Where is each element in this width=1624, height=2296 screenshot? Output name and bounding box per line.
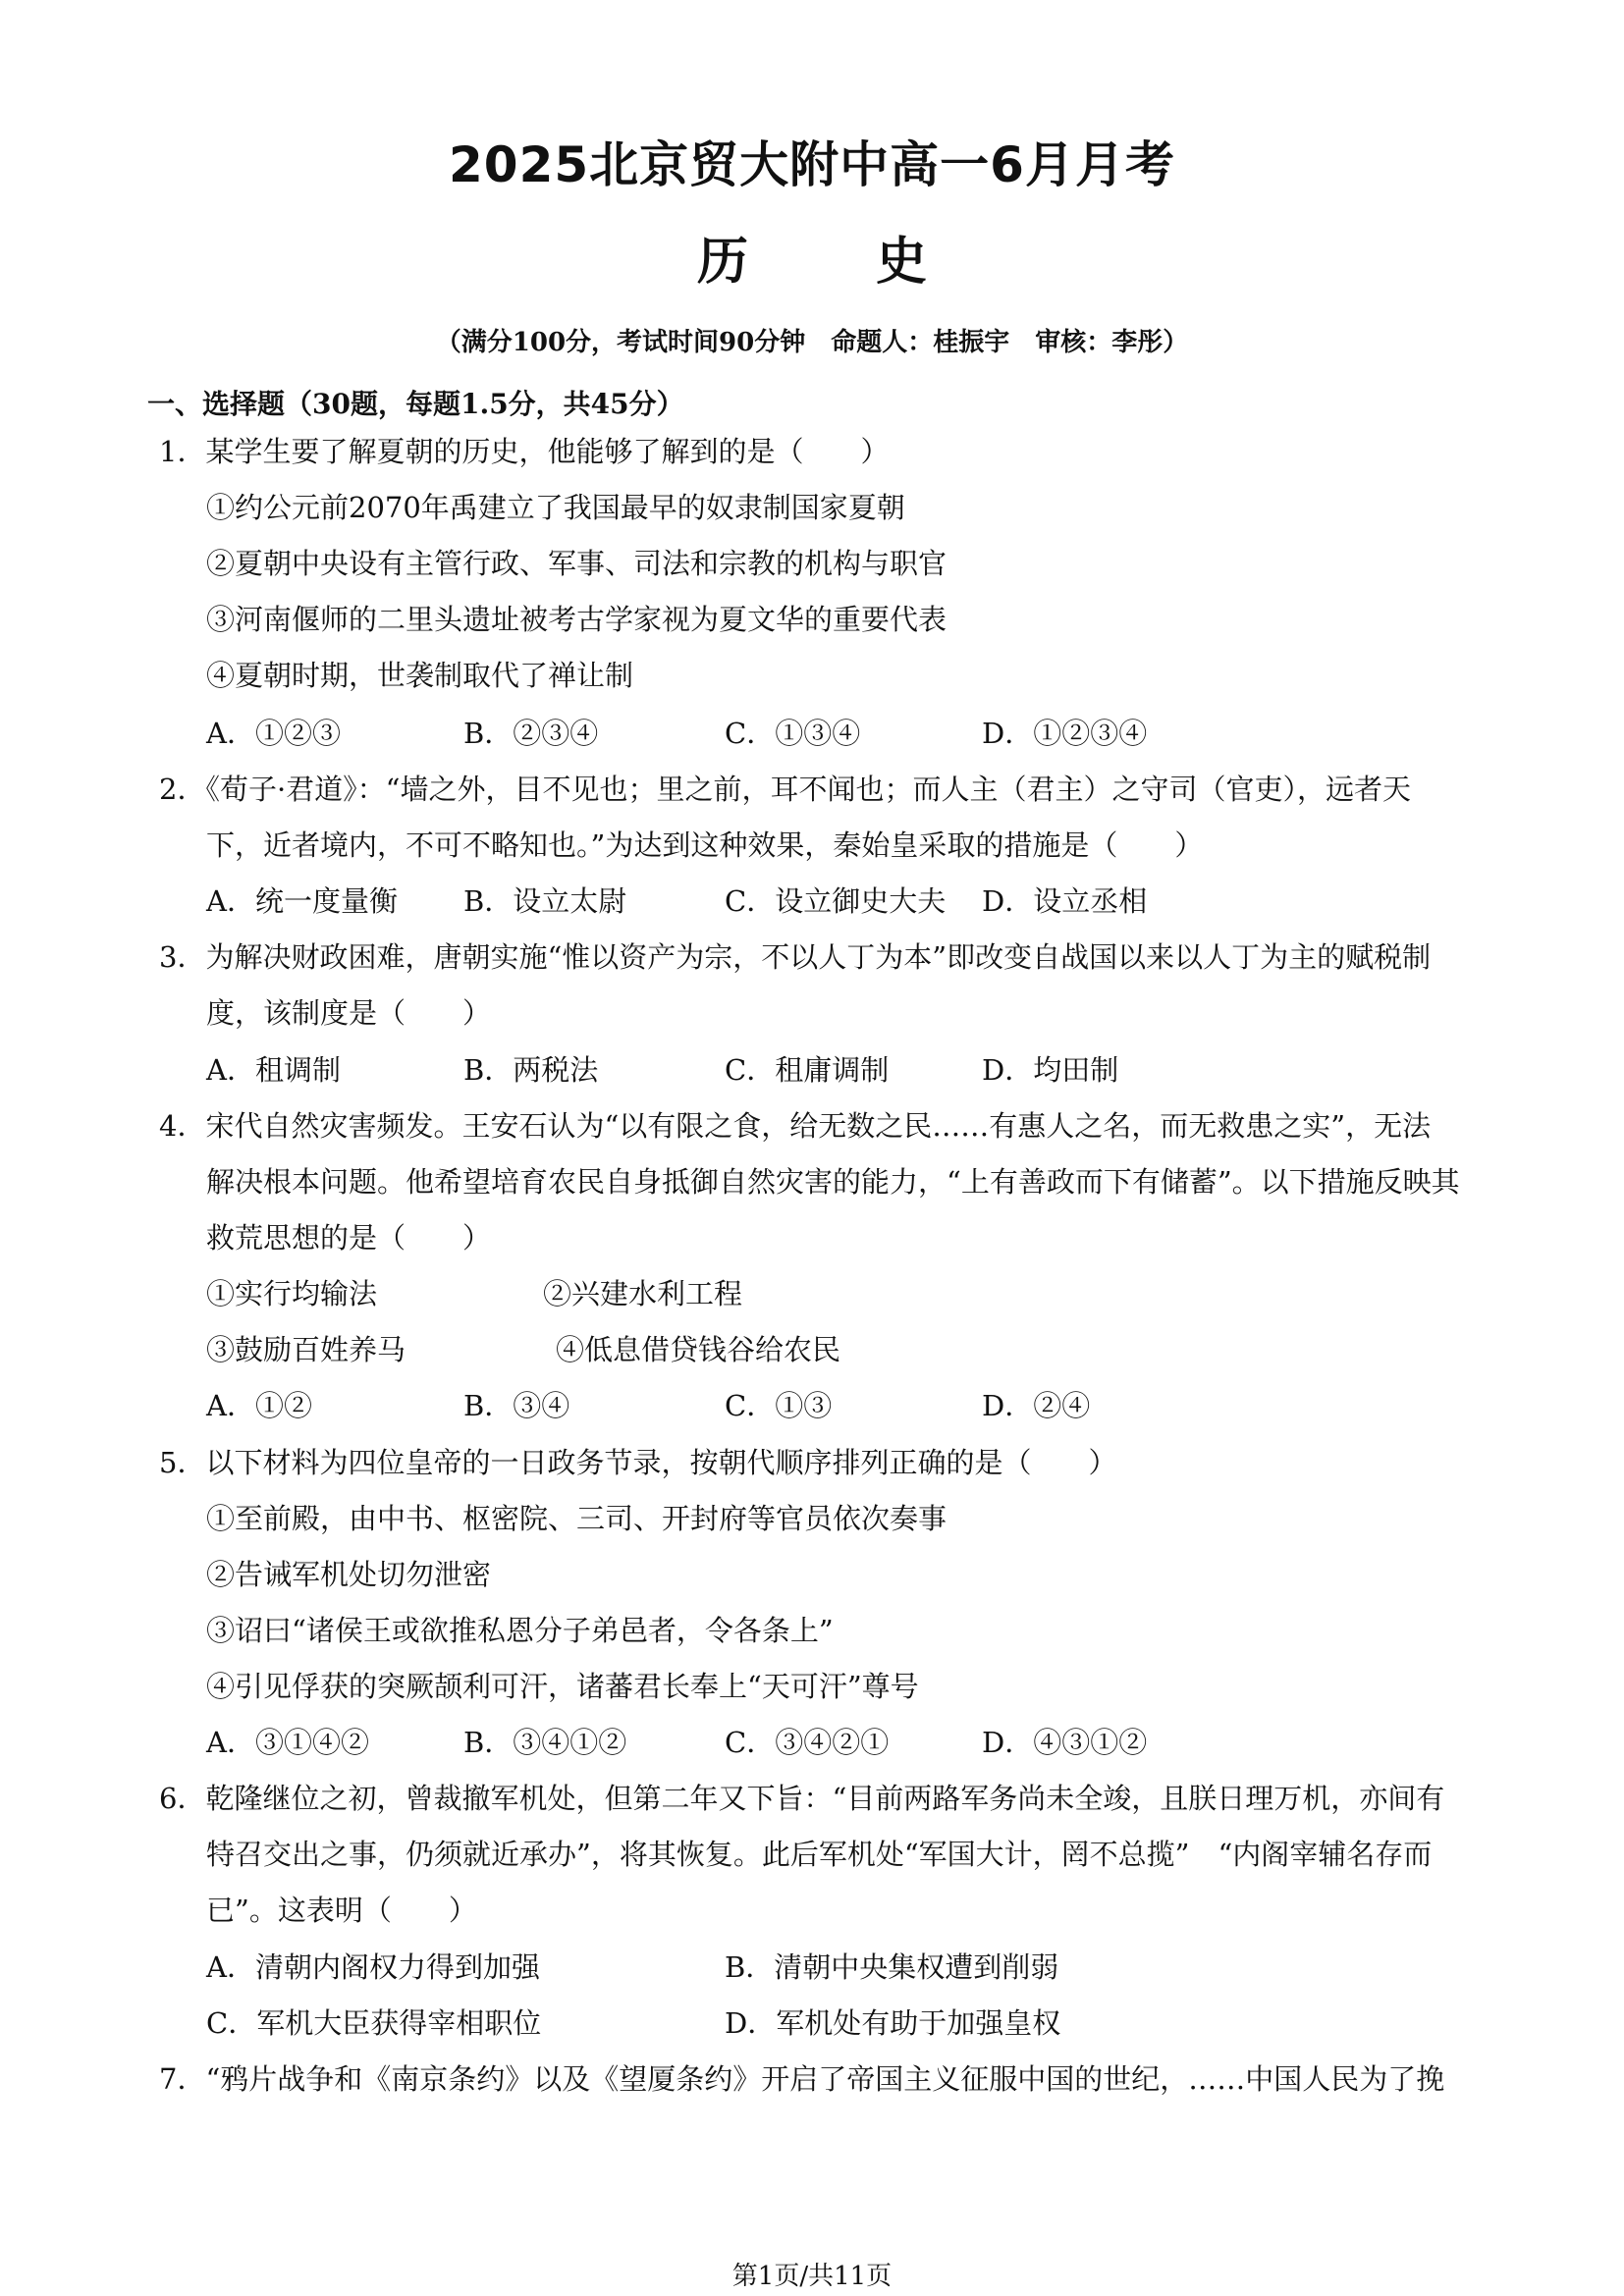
question-1-option-b[interactable]: B．②③④	[463, 717, 599, 750]
question-2-option-d[interactable]: D．设立丞相	[982, 884, 1148, 918]
question-2-stem-line-1: 2．《荀子·君道》：“墙之外，目不见也；里之前，耳不闻也；而人主（君主）之守司（官吏），远者天	[159, 773, 1411, 806]
question-1-stem: 1．某学生要了解夏朝的历史，他能够了解到的是（ ）	[159, 435, 890, 468]
question-6-stem-line-3: 已”。这表明（ ）	[206, 1894, 477, 1927]
question-1-option-c[interactable]: C．①③④	[725, 717, 861, 750]
question-3-option-c[interactable]: C．租庸调制	[725, 1053, 890, 1087]
question-4-statement-1: ①实行均输法	[206, 1277, 378, 1310]
question-5-statement-2: ②告诫军机处切勿泄密	[206, 1558, 492, 1591]
page-number: 第1页/共11页	[731, 2262, 893, 2291]
question-5-option-d[interactable]: D．④③①②	[982, 1726, 1148, 1759]
question-6-stem-line-2: 特召交出之事，仍须就近承办”，将其恢复。此后军机处“军国大计，罔不总揽” “内阁宰辅名存而	[206, 1838, 1433, 1871]
question-7-stem-line-1: 7．“鸦片战争和《南京条约》以及《望厦条约》开启了帝国主义征服中国的世纪，……中国人民为了挽	[159, 2062, 1445, 2096]
question-6-option-a[interactable]: A．清朝内阁权力得到加强	[206, 1950, 540, 1984]
question-5-option-a[interactable]: A．③①④②	[206, 1726, 369, 1759]
subject-title: 历史	[696, 233, 1055, 292]
question-4-stem-line-1: 4．宋代自然灾害频发。王安石认为“以有限之食，给无数之民……有惠人之名，而无救患之实”，无法	[159, 1109, 1432, 1143]
exam-title: 2025北京贸大附中高一6月月考	[449, 136, 1175, 193]
question-4-stem-line-2: 解决根本问题。他希望培育农民自身抵御自然灾害的能力，“上有善政而下有储蓄”。以下措施反映其	[206, 1165, 1460, 1199]
question-4-option-c[interactable]: C．①③	[725, 1389, 833, 1422]
question-6-option-c[interactable]: C．军机大臣获得宰相职位	[206, 2006, 542, 2040]
question-2-option-c[interactable]: C．设立御史大夫	[725, 884, 947, 918]
question-3-stem-line-1: 3．为解决财政困难，唐朝实施“惟以资产为宗，不以人丁为本”即改变自战国以来以人丁为主的赋税制	[159, 940, 1432, 974]
question-6-option-b[interactable]: B．清朝中央集权遭到削弱	[725, 1950, 1059, 1984]
question-4-stem-line-3: 救荒思想的是（ ）	[206, 1221, 492, 1255]
question-4-statement-4: ④低息借贷钱谷给农民	[556, 1333, 841, 1366]
question-5-option-b[interactable]: B．③④①②	[463, 1726, 627, 1759]
question-4-statement-2: ②兴建水利工程	[543, 1277, 743, 1310]
question-3-option-a[interactable]: A．租调制	[206, 1053, 341, 1087]
question-1-statement-1: ①约公元前2070年禹建立了我国最早的奴隶制国家夏朝	[206, 491, 905, 524]
question-2-option-b[interactable]: B．设立太尉	[463, 884, 627, 918]
question-5-statement-3: ③诏曰“诸侯王或欲推私恩分子弟邑者，令各条上”	[206, 1614, 834, 1647]
question-5-stem: 5．以下材料为四位皇帝的一日政务节录，按朝代顺序排列正确的是（ ）	[159, 1446, 1117, 1479]
section-heading: 一、选择题（30题，每题1.5分，共45分）	[147, 388, 684, 420]
question-3-option-d[interactable]: D．均田制	[982, 1053, 1119, 1087]
question-1-statement-2: ②夏朝中央设有主管行政、军事、司法和宗教的机构与职官	[206, 547, 947, 580]
question-1-option-a[interactable]: A．①②③	[206, 717, 341, 750]
question-5-statement-4: ④引见俘获的突厥颉利可汗，诸蕃君长奉上“天可汗”尊号	[206, 1670, 919, 1703]
exam-info: （满分100分，考试时间90分钟 命题人：桂振宇 审核：李彤）	[435, 328, 1189, 357]
question-5-option-c[interactable]: C．③④②①	[725, 1726, 890, 1759]
question-2-stem-line-2: 下，近者境内，不可不略知也。”为达到这种效果，秦始皇采取的措施是（ ）	[206, 828, 1204, 862]
question-1-statement-3: ③河南偃师的二里头遗址被考古学家视为夏文华的重要代表	[206, 603, 947, 636]
question-4-option-d[interactable]: D．②④	[982, 1389, 1091, 1422]
question-3-stem-line-2: 度，该制度是（ ）	[206, 996, 492, 1030]
question-5-statement-1: ①至前殿，由中书、枢密院、三司、开封府等官员依次奏事	[206, 1502, 947, 1535]
question-2-option-a[interactable]: A．统一度量衡	[206, 884, 398, 918]
question-4-option-b[interactable]: B．③④	[463, 1389, 570, 1422]
question-1-statement-4: ④夏朝时期，世袭制取代了禅让制	[206, 659, 634, 692]
question-6-stem-line-1: 6．乾隆继位之初，曾裁撤军机处，但第二年又下旨：“目前两路军务尚未全竣，且朕日理万机，亦间有	[159, 1782, 1445, 1815]
question-1-option-d[interactable]: D．①②③④	[982, 717, 1148, 750]
question-4-option-a[interactable]: A．①②	[206, 1389, 312, 1422]
question-4-statement-3: ③鼓励百姓养马	[206, 1333, 406, 1366]
question-3-option-b[interactable]: B．两税法	[463, 1053, 599, 1087]
question-6-option-d[interactable]: D．军机处有助于加强皇权	[725, 2006, 1061, 2040]
